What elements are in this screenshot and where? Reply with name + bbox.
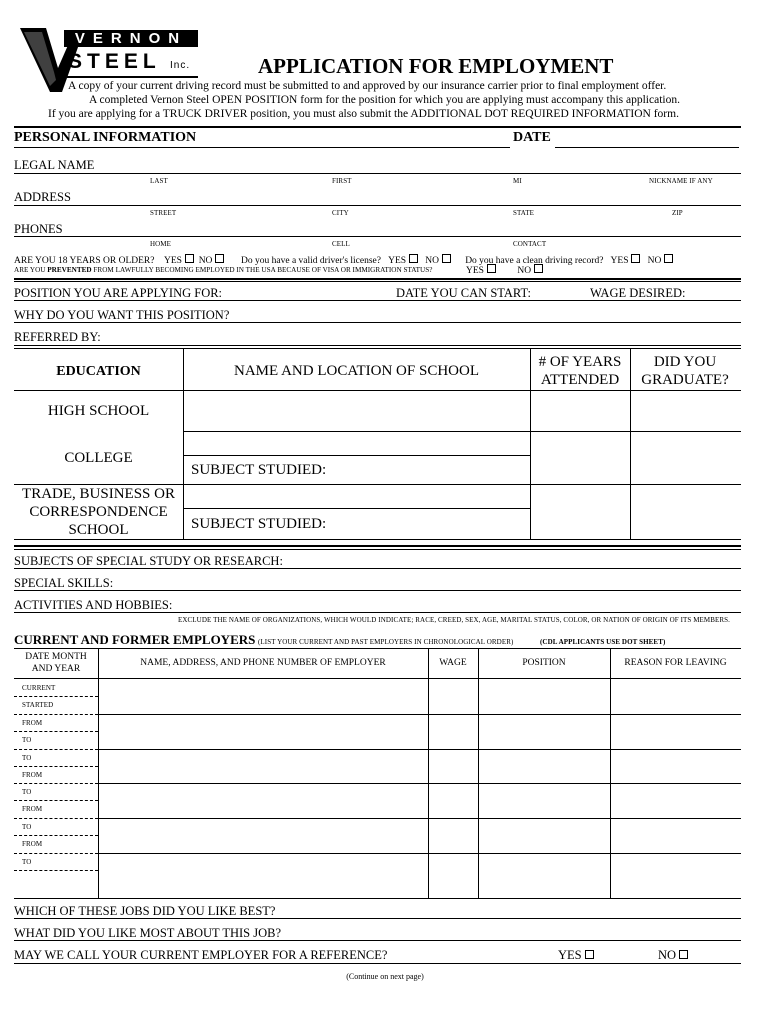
employer-date-label: FROM (22, 805, 43, 814)
wage-desired-label: WAGE DESIRED: (590, 286, 686, 300)
section-personal-heading: PERSONAL INFORMATION (14, 130, 197, 145)
row-trade-3: SCHOOL (68, 522, 129, 538)
employer-date-label: TO (22, 823, 32, 832)
record-yes-checkbox[interactable] (631, 254, 640, 263)
special-study-label: SUBJECTS OF SPECIAL STUDY OR RESEARCH: (14, 554, 283, 568)
col-graduate-1: DID YOU (653, 354, 717, 370)
employer-row[interactable] (99, 818, 740, 852)
col-years-1: # OF YEARS (538, 354, 622, 370)
date-label: DATE (513, 130, 551, 145)
why-position-field[interactable] (14, 322, 741, 323)
emp-col-position: POSITION (522, 658, 566, 668)
phones-sub-home: HOME (150, 240, 172, 248)
employer-row[interactable] (99, 749, 740, 783)
col-graduate-2: GRADUATE? (641, 372, 729, 388)
employer-date-label: STARTED (22, 701, 54, 709)
college-subject-label: SUBJECT STUDIED: (191, 462, 327, 478)
exclude-note: EXCLUDE THE NAME OF ORGANIZATIONS, WHICH WOULD INDICATE; RACE, CREED, SEX, AGE, MARITAL STATUS, COLOR, OR NATION OF ORIGIN OF ITS MEMBERS. (178, 616, 731, 624)
reference-yes-checkbox[interactable] (585, 950, 594, 959)
employer-date-label: TO (22, 858, 32, 866)
employer-date-label: CURRENT (22, 684, 56, 692)
phones-sub-cell: CELL (332, 240, 350, 248)
logo-steel: STEEL (68, 50, 161, 73)
referred-by-label: REFERRED BY: (14, 330, 101, 344)
employer-date-label: FROM (22, 840, 43, 849)
special-skills-field[interactable] (14, 590, 741, 591)
record-question: Do you have a clean driving record? (465, 256, 604, 266)
row-college: COLLEGE (64, 450, 133, 466)
age-question: ARE YOU 18 YEARS OR OLDER? (14, 256, 155, 266)
referred-by-field[interactable] (14, 345, 741, 346)
trade-subject-label: SUBJECT STUDIED: (191, 516, 327, 532)
special-skills-label: SPECIAL SKILLS: (14, 576, 114, 590)
liked-most-field[interactable] (14, 940, 741, 941)
age-yes-checkbox[interactable] (185, 254, 194, 263)
col-years-2: ATTENDED (540, 372, 620, 388)
prevented-no-checkbox[interactable] (534, 264, 543, 273)
name-sub-nickname: NICKNAME IF ANY (649, 177, 713, 185)
form-title: APPLICATION FOR EMPLOYMENT (258, 54, 614, 78)
high-school-field[interactable] (184, 391, 529, 431)
employers-note-2: (CDL APPLICANTS USE DOT SHEET) (540, 638, 666, 646)
license-no-checkbox[interactable] (442, 254, 451, 263)
employers-heading: CURRENT AND FORMER EMPLOYERS (14, 632, 256, 647)
date-start-label: DATE YOU CAN START: (396, 286, 532, 300)
legal-name-label: LEGAL NAME (14, 158, 95, 172)
employer-row[interactable] (99, 783, 740, 817)
employer-date-label: TO (22, 788, 32, 797)
intro-line-2: A completed Vernon Steel OPEN POSITION form for the position for which you are applying must accompany this application. (89, 94, 680, 106)
activities-label: ACTIVITIES AND HOBBIES: (14, 598, 173, 612)
address-sub-state: STATE (513, 209, 534, 217)
emp-col-name: NAME, ADDRESS, AND PHONE NUMBER OF EMPLOYER (140, 658, 386, 668)
address-sub-city: CITY (332, 209, 349, 217)
liked-best-field[interactable] (14, 918, 741, 919)
emp-col-date-2: AND YEAR (31, 664, 81, 674)
name-sub-last: LAST (150, 177, 168, 185)
reference-no-checkbox[interactable] (679, 950, 688, 959)
liked-best-label: WHICH OF THESE JOBS DID YOU LIKE BEST? (14, 904, 276, 918)
employers-note-1: (LIST YOUR CURRENT AND PAST EMPLOYERS IN CHRONOLOGICAL ORDER) (258, 638, 514, 646)
emp-col-reason: REASON FOR LEAVING (624, 658, 727, 668)
employer-row[interactable] (99, 853, 740, 887)
employer-date-label: FROM (22, 718, 43, 727)
activities-field[interactable] (14, 612, 741, 613)
liked-most-label: WHAT DID YOU LIKE MOST ABOUT THIS JOB? (14, 926, 282, 940)
logo-inc: Inc. (170, 60, 191, 71)
row-trade-2: CORRESPONDENCE (29, 504, 168, 520)
reference-question: MAY WE CALL YOUR CURRENT EMPLOYER FOR A REFERENCE? (14, 948, 388, 962)
intro-line-1: A copy of your current driving record must be submitted to and approved by our insurance carrier prior to final employment offer. (68, 80, 667, 92)
employer-date-label: TO (22, 735, 32, 744)
prevented-yes-checkbox[interactable] (487, 264, 496, 273)
address-sub-zip: ZIP (672, 209, 683, 217)
phones-field[interactable] (14, 236, 741, 237)
row-trade-1: TRADE, BUSINESS OR (22, 486, 175, 502)
intro-line-3: If you are applying for a TRUCK DRIVER position, you must also submit the ADDITIONAL DOT REQUIRED INFORMATION form. (48, 108, 679, 120)
phones-sub-contact: CONTACT (513, 240, 547, 248)
name-sub-mi: MI (513, 177, 522, 185)
phones-label: PHONES (14, 222, 63, 236)
row-high-school: HIGH SCHOOL (47, 403, 150, 419)
col-education: EDUCATION (56, 364, 141, 379)
emp-col-wage: WAGE (439, 658, 467, 668)
employer-date-label: TO (22, 753, 32, 762)
employer-row[interactable] (99, 714, 740, 748)
record-no-checkbox[interactable] (664, 254, 673, 263)
why-position-label: WHY DO YOU WANT THIS POSITION? (14, 308, 230, 322)
legal-name-field[interactable] (14, 173, 741, 174)
continue-note: (Continue on next page) (346, 972, 424, 981)
emp-col-date-1: DATE MONTH (25, 652, 87, 662)
name-sub-first: FIRST (332, 177, 352, 185)
address-sub-street: STREET (150, 209, 177, 217)
age-no-checkbox[interactable] (215, 254, 224, 263)
logo-vernon: VERNON (64, 30, 198, 47)
date-field[interactable] (555, 147, 739, 148)
employer-row[interactable] (99, 679, 740, 713)
license-yes-checkbox[interactable] (409, 254, 418, 263)
employer-date-label: FROM (22, 770, 43, 779)
address-label: ADDRESS (14, 190, 71, 204)
special-study-field[interactable] (14, 568, 741, 569)
position-line[interactable] (14, 300, 741, 301)
prevented-question: ARE YOU PREVENTED FROM LAWFULLY BECOMING EMPLOYED IN THE USA BECAUSE OF VISA OR IMMIGRATION STATUS? (14, 266, 433, 274)
col-school: NAME AND LOCATION OF SCHOOL (233, 363, 479, 379)
address-field[interactable] (14, 205, 741, 206)
license-question: Do you have a valid driver's license? (241, 256, 381, 266)
position-applying-label: POSITION YOU ARE APPLYING FOR: (14, 286, 223, 300)
